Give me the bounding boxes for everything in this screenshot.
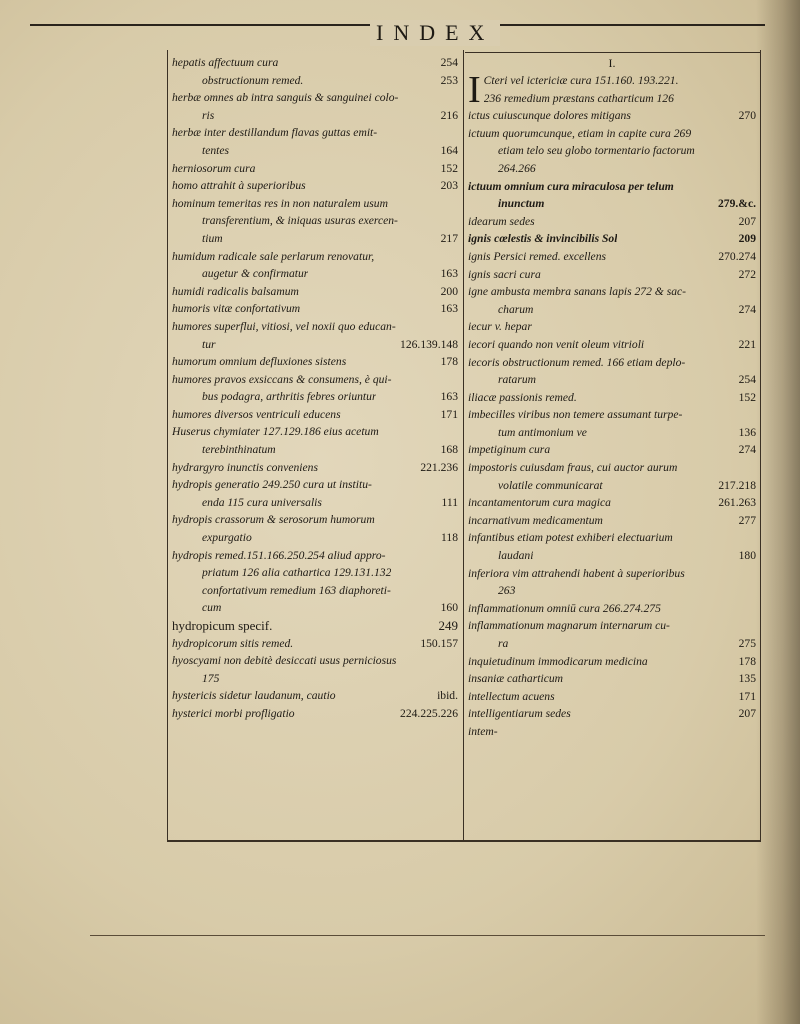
- entry-line: [468, 705, 756, 723]
- page-reference: 272: [738, 267, 756, 281]
- entry-line: [172, 617, 458, 635]
- page-reference: 126.139.148: [400, 337, 458, 351]
- index-entry: [468, 494, 756, 512]
- entry-line: [468, 723, 756, 741]
- index-entry: [468, 565, 756, 600]
- entry-line: [468, 371, 756, 389]
- entry-text: imbecilles viribus non temere assumant turpe-: [468, 408, 683, 422]
- entry-line: [468, 441, 756, 459]
- page-reference: 254: [738, 373, 756, 387]
- entry-text: incantamentorum cura magica: [468, 496, 611, 510]
- entry-text: hydropis remed.151.166.250.254 aliud appro-: [172, 548, 386, 562]
- index-entry: [468, 389, 756, 407]
- entry-line: [468, 142, 756, 160]
- index-entry: [172, 459, 458, 477]
- entry-line: [172, 177, 458, 195]
- page-reference: 168: [440, 443, 458, 457]
- entry-line: [172, 564, 458, 582]
- index-entry: [468, 318, 756, 336]
- entry-line: [468, 389, 756, 407]
- entry-line: [172, 265, 458, 283]
- entry-text: hysterici morbi profligatio: [172, 706, 295, 720]
- entry-text: Huserus chymiater 127.129.186 eius acetum: [172, 425, 379, 439]
- index-entry: [468, 125, 756, 178]
- entry-text: augetur & confirmatur: [202, 267, 309, 281]
- page-title: INDEX: [370, 20, 500, 46]
- entry-line: [468, 125, 756, 143]
- entry-line: [468, 336, 756, 354]
- entry-line: [172, 705, 458, 723]
- entry-line: [468, 301, 756, 319]
- entry-text: 263: [498, 584, 516, 598]
- page-reference: 261.263: [718, 496, 756, 510]
- index-entry: [468, 723, 756, 741]
- page-reference: 136: [738, 425, 756, 439]
- index-entry: [468, 441, 756, 459]
- entry-text: humidi radicalis balsamum: [172, 284, 299, 298]
- page-reference: 171: [440, 407, 458, 421]
- index-entry: [468, 705, 756, 723]
- page-reference: 207: [738, 707, 756, 721]
- entry-text: infantibus etiam potest exhiberi electuarium: [468, 531, 673, 545]
- entry-line: [172, 635, 458, 653]
- entry-text: intelligentiarum sedes: [468, 707, 571, 721]
- index-entry: [468, 213, 756, 231]
- entry-text: inflammationum magnarum internarum cu-: [468, 619, 670, 633]
- middle-column-rule: [463, 50, 464, 840]
- entry-line: [172, 142, 458, 160]
- entry-text: iecori quando non venit oleum vitrioli: [468, 337, 645, 351]
- index-entry: [468, 69, 756, 111]
- page-reference: 164: [440, 143, 458, 157]
- entry-text: bus podagra, arthritis febres oriuntur: [202, 390, 377, 404]
- page-reference: 254: [440, 56, 458, 69]
- entry-text: humorum omnium defluxiones sistens: [172, 355, 347, 369]
- entry-line: [172, 406, 458, 424]
- page-reference: 253: [440, 73, 458, 87]
- page-reference: 150.157: [420, 636, 458, 650]
- index-entry: [172, 318, 458, 353]
- page-reference: 224.225.226: [400, 706, 458, 720]
- page-reference: 200: [440, 284, 458, 298]
- entry-line: [172, 300, 458, 318]
- page-reference: 270.274: [718, 249, 756, 263]
- entry-line: [468, 459, 756, 477]
- entry-text: tur: [202, 337, 216, 351]
- index-entry: [172, 54, 458, 72]
- entry-text: obstructionum remed.: [202, 73, 304, 87]
- entry-text: transferentium, & iniquas usuras exercen-: [202, 214, 398, 228]
- entry-line: [172, 476, 458, 494]
- index-entry: [172, 652, 458, 687]
- entry-text: cum: [202, 601, 222, 615]
- entry-line: [172, 248, 458, 266]
- page-reference: 171: [738, 689, 756, 703]
- entry-text: hydropicorum sitis remed.: [172, 636, 294, 650]
- drop-cap: I: [468, 69, 481, 111]
- entry-line: [484, 90, 756, 108]
- index-entry: [172, 353, 458, 371]
- entry-line: [468, 354, 756, 372]
- entry-line: [468, 283, 756, 301]
- entry-text: idearum sedes: [468, 214, 535, 228]
- page-reference: 160: [440, 601, 458, 615]
- entry-line: [172, 670, 458, 688]
- entry-text: tium: [202, 231, 223, 245]
- index-entry: [468, 529, 756, 564]
- entry-text: tum antimonium ve: [498, 425, 587, 439]
- entry-line: [468, 406, 756, 424]
- page-reference: 249: [438, 618, 458, 633]
- page-reference: 152: [440, 161, 458, 175]
- entry-text: iliacæ passionis remed.: [468, 390, 577, 404]
- entry-text: enda 115 cura universalis: [202, 495, 322, 509]
- entry-text: ictuum quorumcunque, etiam in capite cura 269: [468, 126, 692, 140]
- entry-line: [484, 72, 756, 90]
- entry-line: [468, 635, 756, 653]
- entry-line: [172, 72, 458, 90]
- entry-text: volatile communicarat: [498, 478, 603, 492]
- entry-text: ra: [498, 637, 509, 650]
- entry-line: [468, 213, 756, 231]
- entry-text: humores superflui, vitiosi, vel noxii quo educan-: [172, 319, 396, 333]
- index-entry: [172, 177, 458, 195]
- entry-text: charum: [498, 302, 534, 316]
- entry-text: inunctum: [498, 197, 545, 211]
- entry-line: [468, 512, 756, 530]
- index-entry: [468, 266, 756, 284]
- entry-text: incarnativum medicamentum: [468, 513, 603, 527]
- entry-text: inferiora vim attrahendi habent à superioribus: [468, 566, 685, 580]
- index-entry: [468, 107, 756, 125]
- page-reference: 178: [738, 654, 756, 668]
- entry-line: [172, 459, 458, 477]
- index-entry: [468, 600, 756, 618]
- index-entry: [468, 459, 756, 494]
- index-entry: [468, 230, 756, 248]
- entry-line: [468, 547, 756, 565]
- index-entry: [172, 248, 458, 283]
- entry-text: confortativum remedium 163 diaphoreti-: [202, 583, 391, 597]
- right-column-top-rule: [465, 52, 760, 53]
- page-reference: 221: [738, 337, 756, 351]
- entry-text: hominum temeritas res in non naturalem usum: [172, 196, 388, 210]
- entry-text: 264.266: [498, 161, 536, 175]
- left-column-rule: [167, 50, 168, 840]
- entry-text: hydropicum specif.: [172, 618, 273, 633]
- entry-text: humores diversos ventriculi educens: [172, 407, 341, 421]
- entry-text: laudani: [498, 549, 534, 563]
- page-reference: 135: [738, 672, 756, 686]
- page-reference: 207: [738, 214, 756, 228]
- page-reference: 270: [738, 109, 756, 123]
- entry-line: [172, 195, 458, 213]
- index-entry: [468, 178, 756, 213]
- entry-line: [468, 617, 756, 635]
- frame-bottom-rule: [167, 840, 761, 842]
- entry-line: [172, 582, 458, 600]
- index-entry: [172, 705, 458, 723]
- entry-line: [172, 54, 458, 72]
- entry-line: [468, 565, 756, 583]
- index-entry: [468, 406, 756, 441]
- page-reference: 203: [440, 179, 458, 193]
- entry-text: hyoscyami non debitè desiccati usus perniciosus: [172, 654, 397, 668]
- index-entry: [172, 72, 458, 90]
- entry-text: impostoris cuiusdam fraus, cui auctor aurum: [468, 461, 678, 475]
- page-reference: 274: [738, 443, 756, 457]
- right-index-column: [468, 54, 756, 741]
- index-entry: [172, 371, 458, 406]
- page-reference: 221.236: [420, 460, 458, 474]
- letter-heading: I.: [608, 56, 616, 70]
- entry-line: [172, 511, 458, 529]
- entry-text: humores pravos exsiccans & consumens, è qui-: [172, 372, 392, 386]
- page-reference: 163: [440, 302, 458, 316]
- entry-text: homo attrahit à superioribus: [172, 179, 306, 193]
- index-entry: [468, 248, 756, 266]
- entry-line: [468, 178, 756, 196]
- left-index-column: [172, 54, 458, 723]
- entry-line: [468, 107, 756, 125]
- entry-text: ignis sacri cura: [468, 267, 541, 281]
- entry-line: [468, 230, 756, 248]
- page-reference: 180: [738, 549, 756, 563]
- index-entry: [172, 406, 458, 424]
- entry-text: ignis cœlestis & invincibilis Sol: [468, 232, 618, 246]
- entry-text: ris: [202, 108, 215, 122]
- entry-text: iecur v. hepar: [468, 320, 532, 334]
- page-reference: 279.&c.: [718, 197, 756, 211]
- page-reference: ibid.: [437, 689, 458, 703]
- index-entry: [172, 511, 458, 546]
- index-entry: [172, 160, 458, 178]
- entry-text: Cteri vel ictericiæ cura 151.160. 193.221.: [483, 74, 679, 87]
- entry-line: [468, 582, 756, 600]
- index-entry: [468, 670, 756, 688]
- entry-text: humidum radicale sale perlarum renovatur,: [172, 249, 375, 263]
- entry-line: [468, 688, 756, 706]
- entry-text: 236 remedium præstans catharticum 126: [483, 91, 674, 105]
- entry-line: [172, 318, 458, 336]
- index-entry: [468, 336, 756, 354]
- entry-line: [468, 318, 756, 336]
- entry-line: [172, 529, 458, 547]
- entry-text: priatum 126 alia cathartica 129.131.132: [202, 566, 392, 580]
- page-reference: 209: [738, 232, 756, 246]
- index-entry: [172, 124, 458, 159]
- entry-text: iecoris obstructionum remed. 166 etiam deplo-: [468, 355, 686, 369]
- entry-line: [172, 547, 458, 565]
- entry-line: [468, 670, 756, 688]
- entry-text: hydropis crassorum & serosorum humorum: [172, 513, 375, 527]
- index-entry: [468, 354, 756, 389]
- entry-line: [172, 494, 458, 512]
- page-reference: 111: [441, 495, 458, 509]
- page-reference: 118: [441, 531, 458, 545]
- entry-line: [468, 600, 756, 618]
- entry-text: igne ambusta membra sanans lapis 272 & sac-: [468, 285, 687, 299]
- entry-line: [172, 107, 458, 125]
- entry-text: ictuum omnium cura miraculosa per telum: [468, 179, 674, 193]
- entry-line: [172, 160, 458, 178]
- index-entry: [468, 617, 756, 652]
- entry-text: insaniæ catharticum: [468, 672, 564, 686]
- index-entry: [172, 547, 458, 617]
- entry-line: [468, 494, 756, 512]
- entry-text: etiam telo seu globo tormentario factorum: [498, 144, 695, 158]
- entry-text: intellectum acuens: [468, 689, 555, 703]
- entry-text: hystericis sidetur laudanum, cautio: [172, 689, 336, 703]
- entry-text: impetiginum cura: [468, 443, 551, 457]
- page-reference: 274: [738, 302, 756, 316]
- entry-text: 175: [202, 671, 220, 685]
- entry-line: [468, 529, 756, 547]
- entry-line: [468, 653, 756, 671]
- index-entry: [468, 653, 756, 671]
- entry-line: [468, 424, 756, 442]
- page-reference: 163: [440, 390, 458, 404]
- entry-text: tentes: [202, 143, 230, 157]
- entry-line: [172, 652, 458, 670]
- entry-text: inquietudinum immodicarum medicina: [468, 654, 648, 668]
- entry-line: [468, 160, 756, 178]
- page-reference: 178: [440, 355, 458, 369]
- index-entry: [468, 512, 756, 530]
- entry-line: [172, 441, 458, 459]
- entry-line: [468, 266, 756, 284]
- entry-line: [172, 353, 458, 371]
- right-column-rule: [760, 50, 761, 840]
- entry-line: [172, 124, 458, 142]
- entry-text: hepatis affectuum cura: [172, 56, 279, 69]
- index-entry: [468, 283, 756, 318]
- entry-line: [172, 599, 458, 617]
- index-entry: [468, 688, 756, 706]
- entry-line: [172, 212, 458, 230]
- index-entry: [172, 635, 458, 653]
- entry-line: [172, 388, 458, 406]
- entry-text: hydrargyro inunctis conveniens: [172, 460, 318, 474]
- entry-line: [468, 248, 756, 266]
- page-reference: 152: [738, 390, 756, 404]
- page-reference: 275: [738, 637, 756, 650]
- index-entry: [172, 617, 458, 635]
- entry-line: [468, 477, 756, 495]
- entry-line: [172, 336, 458, 354]
- page-reference: 216: [440, 108, 458, 122]
- entry-text: hydropis generatio 249.250 cura ut institu-: [172, 478, 372, 492]
- index-entry: [172, 687, 458, 705]
- entry-text: humoris vitæ confortativum: [172, 302, 301, 316]
- entry-text: herbæ inter destillandum flavas guttas emit-: [172, 126, 378, 140]
- index-entry: [172, 423, 458, 458]
- entry-line: [172, 230, 458, 248]
- entry-text: intem-: [468, 724, 498, 738]
- entry-text: ratarum: [498, 373, 537, 387]
- entry-line: [172, 423, 458, 441]
- index-entry: [172, 89, 458, 124]
- entry-text: ictus cuiuscunque dolores mitigans: [468, 109, 631, 123]
- index-entry: [172, 195, 458, 248]
- index-entry: [172, 300, 458, 318]
- entry-line: [172, 283, 458, 301]
- index-entry: [172, 476, 458, 511]
- page-reference: 277: [738, 513, 756, 527]
- page-reference: 217: [440, 231, 458, 245]
- entry-text: herniosorum cura: [172, 161, 256, 175]
- entry-text: expurgatio: [202, 531, 252, 545]
- entry-text: herbæ omnes ab intra sanguis & sanguinei colo-: [172, 91, 399, 105]
- entry-text: terebinthinatum: [202, 443, 276, 457]
- entry-line: [468, 195, 756, 213]
- book-spine-shadow: [756, 0, 800, 1024]
- entry-text: inflammationum omniū cura 266.274.275: [468, 601, 661, 615]
- entry-line: [172, 89, 458, 107]
- index-entry: [172, 283, 458, 301]
- entry-text: ignis Persici remed. excellens: [468, 249, 607, 263]
- page-reference: 217.218: [718, 478, 756, 492]
- entry-line: [172, 371, 458, 389]
- entry-line: [172, 687, 458, 705]
- bottom-rule: [90, 935, 765, 936]
- page-reference: 163: [440, 267, 458, 281]
